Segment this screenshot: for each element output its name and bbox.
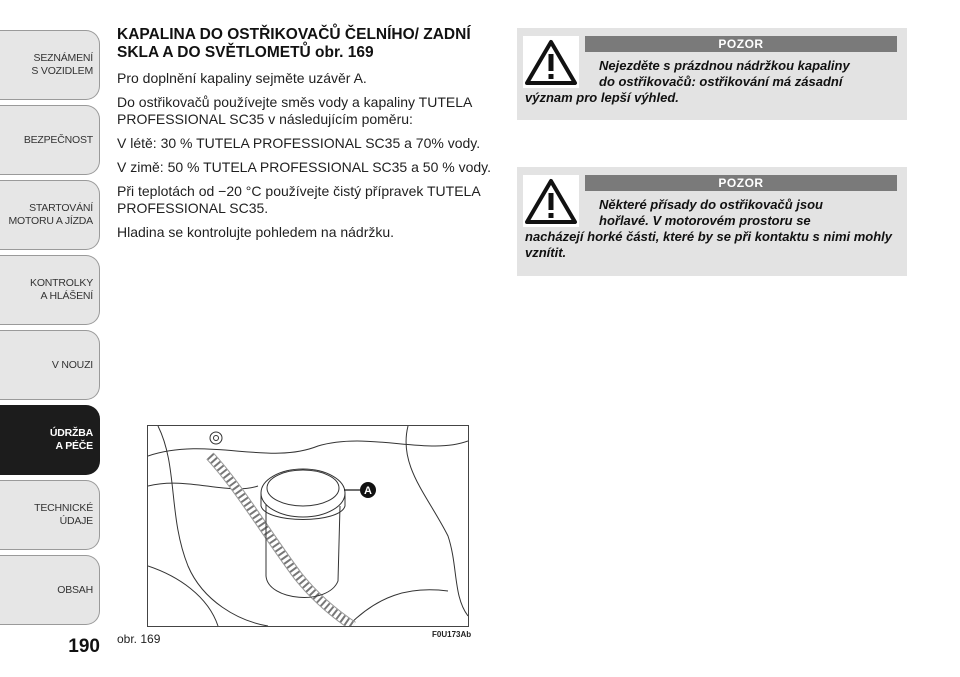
- section-heading: KAPALINA DO OSTŘIKOVAČŮ ČELNÍHO/ ZADNÍ SKLA A DO SVĚTLOMETŮ obr. 169: [117, 26, 471, 61]
- paragraph: Pro doplnění kapaliny sejměte uzávěr A.: [117, 70, 367, 86]
- page-number: 190: [68, 636, 100, 657]
- tab-v-nouzi[interactable]: V NOUZI: [0, 330, 100, 400]
- warning-line: hořlavé. V motorovém prostoru se: [599, 213, 811, 228]
- warning-line: význam pro lepší výhled.: [525, 90, 679, 105]
- warning-line: Nejezděte s prázdnou nádržkou kapaliny: [599, 58, 850, 73]
- tab-bezpecnost[interactable]: BEZPEČNOST: [0, 105, 100, 175]
- warning-title: POZOR: [585, 175, 897, 191]
- tab-kontrolky[interactable]: KONTROLKY A HLÁŠENÍ: [0, 255, 100, 325]
- warning-line: do ostřikovačů: ostřikování má zásadní: [599, 74, 843, 89]
- tab-udrzba-a-pece[interactable]: ÚDRŽBA A PÉČE: [0, 405, 100, 475]
- tab-technicke-udaje[interactable]: TECHNICKÉ ÚDAJE: [0, 480, 100, 550]
- reservoir-illustration: [148, 426, 468, 626]
- warning-line: Některé přísady do ostřikovačů jsou: [599, 197, 823, 212]
- warning-line: nacházejí horké části, které by se při kontaktu s nimi mohly vznítit.: [525, 229, 893, 260]
- warning-box: [517, 167, 907, 276]
- warning-title: POZOR: [585, 36, 897, 52]
- figure-code: F0U173Ab: [432, 630, 472, 639]
- tab-startovani-motoru[interactable]: STARTOVÁNÍ MOTORU A JÍZDA: [0, 180, 100, 250]
- warning-text: [525, 197, 897, 261]
- figure-caption: obr. 169: [117, 632, 161, 646]
- paragraph: V létě: 30 % TUTELA PROFESSIONAL SC35 a 70% vody.: [117, 135, 481, 151]
- warning-text: [525, 58, 897, 106]
- callout-a-label: A: [364, 485, 372, 497]
- warning-box: [517, 28, 907, 120]
- main-text: [117, 26, 499, 248]
- paragraph: Do ostřikovačů používejte směs vody a kapaliny TUTELA PROFESSIONAL SC35 v následujícím poměru:: [117, 94, 472, 127]
- paragraph: Při teplotách od −20 °C používejte čistý přípravek TUTELA PROFESSIONAL SC35.: [117, 183, 480, 216]
- tab-seznameni-s-vozidlem[interactable]: SEZNÁMENÍ S VOZIDLEM: [0, 30, 100, 100]
- tab-obsah[interactable]: OBSAH: [0, 555, 100, 625]
- paragraph: Hladina se kontrolujte pohledem na nádržku.: [117, 224, 395, 240]
- paragraph: V zimě: 50 % TUTELA PROFESSIONAL SC35 a 50 % vody.: [117, 159, 492, 175]
- chapter-sidebar: [0, 0, 104, 640]
- figure-washer-reservoir: [147, 425, 469, 627]
